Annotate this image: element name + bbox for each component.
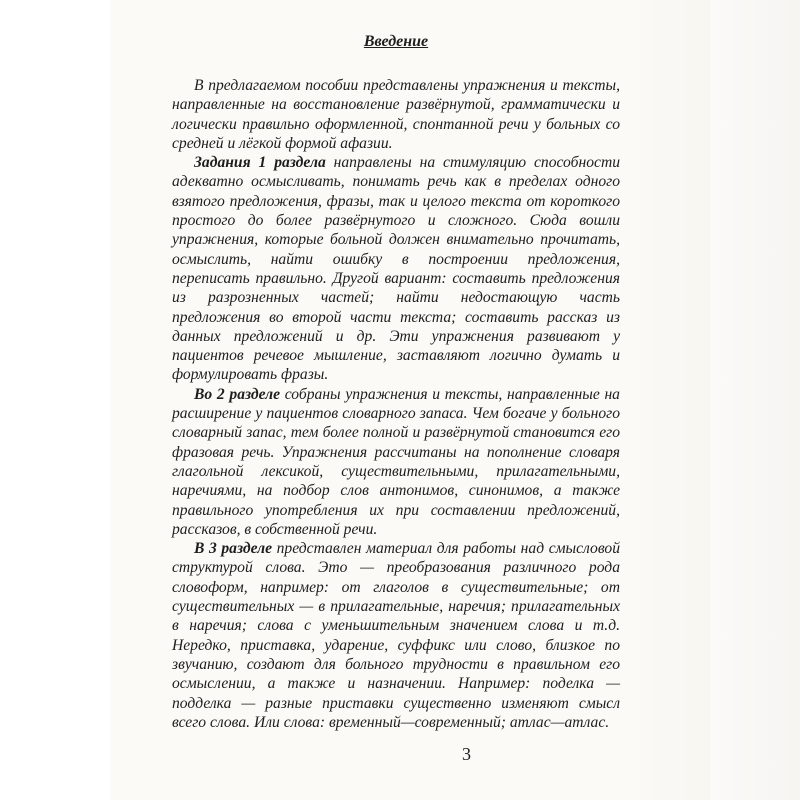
paragraph-section-3-lead: В 3 разделе [194,540,273,558]
text-column [172,32,620,732]
paragraph-section-1-lead: Задания 1 раздела [194,154,326,172]
paragraph-intro [172,76,620,153]
paragraph-section-3-text: представлен материал для работы над смысловой структурой слова. Это — преобразования различного рода словоформ, например: от глаголов в существительные; от существительных — в прилагательные, наречия; прилагательных в наречия; слова с уменьшительным значением слова и т.д. Нередко, приставка, ударение, суффикс или слово, близкое по звучанию, создают для больного трудности в правильном его осмыслении, а также и назначении. Например: поделка — подделка — разные приставки существенно изменяют смысл всего слова. Или слова: временный—современный; атлас—атлас. [172,540,620,731]
paragraph-section-2 [172,385,620,539]
paragraph-section-2-text: собраны упражнения и тексты, направленные на расширение у пациентов словарного запаса. Чем богаче у больного словарный запас, тем более полной и развёрнутой становится его фразовая речь. Упражнения рассчитаны на пополнение словаря глагольной лексикой, существительными, прилагательными, наречиями, на подбор слов антонимов, синонимов, а также правильного употребления их при составлении предложений, рассказов, в собственной речи. [172,385,620,538]
page-number: 3 [462,744,471,764]
paragraph-section-2-lead: Во 2 разделе [194,385,281,403]
paragraph-section-1-text: направлены на стимуляцию способности адекватно осмысливать, понимать речь как в пределах одного взятого предложения, фразы, так и целого текста от короткого простого до более развёрнутого и сложного. Сюда вошли упражнения, которые больной должен внимательно прочитать, осмыслить, найти ошибку в построении предложения, переписать правильно. Другой вариант: составить предложения из разрозненных частей; найти недостающую часть предложения во второй части текста; составить рассказ из данных предложений и др. Эти упражнения развивают у пациентов речевое мышление, заставляют логично думать и формулировать фразы. [172,154,620,384]
paragraph-section-3 [172,539,620,732]
paragraph-intro-text: В предлагаемом пособии представлены упражнения и тексты, направленные на восстановление развёрнутой, грамматически и логически правильно оформленной, спонтанной речи у больных со средней и лёгкой формой афазии. [172,77,620,152]
paragraph-section-1 [172,153,620,385]
page-title: Введение [363,33,429,50]
